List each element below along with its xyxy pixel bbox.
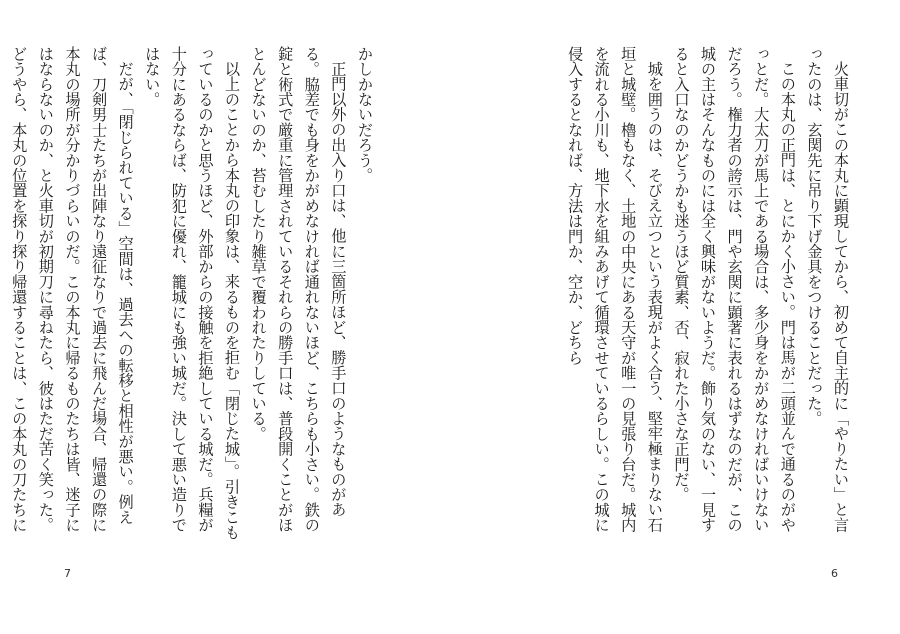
paragraph: 火車切がこの本丸に顕現してから、初めて自主的に「やりたい」と言ったのは、玄関先に吊り下げ金具をつけることだった。: [805, 46, 850, 533]
paragraph: この本丸の正門は、とにかく小さい。門は馬が二頭並んで通るのがやっとだ。大太刀が馬上である場合は、多少身をかがめなければいけないだろう。権力者の誇示は、門や玄関に顕著に表れるはずなのだが、この城の主はそんなものには全く興味がないようだ。飾り気のない、一見すると入口なのかどうかも迷うほど質素、否、寂れた小さな正門だ。: [672, 46, 797, 533]
right-page-number: 6: [831, 567, 838, 580]
left-page-number: 7: [64, 567, 71, 580]
right-page-text: [508, 46, 854, 546]
paragraph: だが、「閉じられている」空間は、過去への転移と相性が悪い。例えば、刀剣男士たちが出陣なり遠征なりで過去に飛んだ場合、帰還の際に本丸の場所が分かりづらいのだ。この本丸に帰るものたちは皆、迷子にはならないのか、と火車切が初期刀に尋ねたら、彼はただ苦く笑った。どうやら、本丸の位置を探り探り帰還することは、この本丸の刀たちに: [10, 46, 135, 533]
paragraph: 正門以外の出入り口は、他に三箇所ほど、勝手口のようなものがある。脇差でも身をかがめなければ通れないほど、こちらも小さい。鉄の錠と術式で厳重に管理されているそれらの勝手口は、普段開くことがほとんどないのか、苔むしたり雑草で覆われたりしている。: [249, 46, 348, 533]
paragraph: 城を囲うのは、そびえ立つという表現がよく合う、堅牢極まりない石垣と城壁。櫓もなく、土地の中央にある天守が唯一の見張り台だ。城内を流れる小川も、地下水を組みあげて循環させているらしい。この城に侵入するとなれば、方法は門か、空か、どちら: [566, 46, 664, 533]
right-page: [450, 0, 900, 634]
paragraph: 以上のことから本丸の印象は、来るものを拒む「閉じた城」。引きこもっているのかと思うほど、外部からの接触を拒絶している城だ。兵糧が十分にあるならば、防犯に優れ、籠城にも強い城だ。決して悪い造りではない。: [143, 46, 242, 540]
paragraph: かしかないだろう。: [356, 46, 374, 183]
left-page-text: [10, 46, 378, 546]
